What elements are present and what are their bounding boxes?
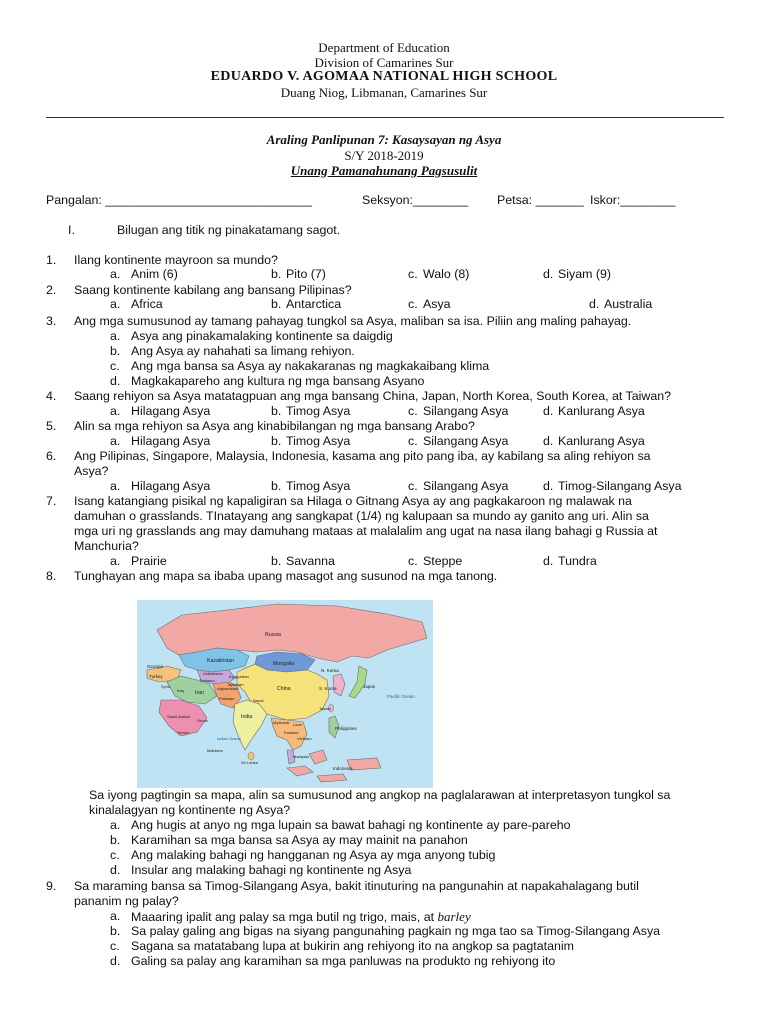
question-number: 6. bbox=[46, 449, 57, 463]
option-letter[interactable]: a. bbox=[110, 818, 121, 832]
label-kazakhstan: Kazakhstan bbox=[207, 658, 235, 664]
label-iran: Iran bbox=[195, 690, 204, 696]
option-letter[interactable]: a. bbox=[110, 554, 121, 568]
label-india: India bbox=[241, 714, 253, 720]
label-pacific-ocean: Pacific Ocean bbox=[387, 694, 415, 699]
asia-map bbox=[137, 600, 433, 788]
label-philippines: Philippines bbox=[335, 726, 357, 731]
dept-line: Department of Education bbox=[318, 40, 450, 55]
question-text: Alin sa mga rehiyon sa Asya ang kinabibilangan ng mga bansang Arabo? bbox=[74, 419, 475, 433]
label-laos: Laos bbox=[293, 722, 302, 727]
question-text: damuhan o grasslands. TInatayang ang sangkapat (1/4) ng kalupaan sa mundo ay ganito ang uri. Alin sa bbox=[74, 509, 649, 523]
option-text-main: Sagana sa matatabang lupa at bukirin ang rehiyong ito na angkop sa pagtatanim bbox=[131, 939, 574, 953]
option-text[interactable]: Ang malaking bahagi ng hangganan ng Asya ay mga anyong tubig bbox=[131, 848, 496, 862]
option-letter[interactable]: d. bbox=[543, 554, 554, 568]
option-letter[interactable]: b. bbox=[271, 404, 282, 418]
label-srilanka: Sri Lanka bbox=[241, 760, 258, 765]
option-letter[interactable]: c. bbox=[408, 404, 418, 418]
question-text: Saang rehiyon sa Asya matatagpuan ang mga bansang China, Japan, North Korea, South Korea, at Taiwan? bbox=[74, 389, 671, 403]
option-letter[interactable]: b. bbox=[271, 267, 282, 281]
option-text[interactable]: Silangang Asya bbox=[423, 404, 509, 418]
question-text: Sa iyong pagtingin sa mapa, alin sa sumusunod ang angkop na paglalarawan at interpretasyon tungkol sa bbox=[89, 788, 671, 802]
option-letter[interactable]: c. bbox=[408, 267, 418, 281]
option-letter[interactable]: c. bbox=[408, 297, 418, 311]
subject-title: Araling Panlipunan 7: Kasaysayan ng Asya bbox=[266, 132, 502, 147]
label-skorea: S. Korea bbox=[319, 686, 337, 691]
question-number: 4. bbox=[46, 389, 57, 403]
option-letter[interactable]: a. bbox=[110, 434, 121, 448]
option-letter[interactable]: c. bbox=[110, 359, 120, 373]
section-number: I. bbox=[68, 223, 75, 237]
option-text[interactable]: Timog Asya bbox=[286, 404, 351, 418]
option-text[interactable]: Kanlurang Asya bbox=[558, 434, 645, 448]
label-russia: Russia bbox=[265, 632, 281, 638]
option-text[interactable]: Ang hugis at anyo ng mga lupain sa bawat bahagi ng kontinente ay pare-pareho bbox=[131, 818, 571, 832]
question-text: Ang mga sumusunod ay tamang pahayag tungkol sa Asya, maliban sa isa. Piliin ang maling pahayag. bbox=[74, 314, 632, 328]
option-letter[interactable]: b. bbox=[110, 924, 121, 938]
label-pakistan: Pakistan bbox=[219, 696, 235, 701]
option-text[interactable] bbox=[131, 939, 574, 953]
question-text: Isang katangiang pisikal ng kapaligiran sa Hilaga o Gitnang Asya ay ang pagkakaroon ng malawak na bbox=[74, 494, 632, 508]
option-letter[interactable]: c. bbox=[408, 479, 418, 493]
label-indonesia: Indonesia bbox=[333, 766, 353, 771]
option-text[interactable]: Timog Asya bbox=[286, 434, 351, 448]
option-letter[interactable]: c. bbox=[408, 554, 418, 568]
question-text: Sa maraming bansa sa Timog-Silangang Asya, bakit itinuturing na pangunahin at napakahalagang butil bbox=[74, 879, 639, 893]
question-text: mga uri ng grasslands ang may damuhang mataas at malalalim ang ugat na nasa ilang bahagi g Russia at bbox=[74, 524, 658, 538]
label-myanmar: Myanmar bbox=[273, 720, 290, 725]
option-letter[interactable]: c. bbox=[110, 848, 120, 862]
option-letter[interactable]: b. bbox=[110, 344, 121, 358]
option-letter[interactable]: b. bbox=[271, 434, 282, 448]
option-letter[interactable]: a. bbox=[110, 404, 121, 418]
label-turkey: Turkey bbox=[149, 674, 163, 679]
name-field[interactable]: Pangalan: ______________________________ bbox=[46, 193, 312, 207]
label-thailand: Thailand bbox=[283, 730, 299, 735]
option-letter[interactable]: d. bbox=[543, 479, 554, 493]
option-letter[interactable]: b. bbox=[271, 297, 282, 311]
label-malaysia: Malaysia bbox=[293, 754, 309, 759]
option-text[interactable]: Kanlurang Asya bbox=[558, 404, 645, 418]
label-china: China bbox=[277, 686, 291, 692]
label-nkorea: N. Korea bbox=[321, 668, 339, 673]
label-maldives: Maldives bbox=[207, 748, 223, 753]
option-letter[interactable]: d. bbox=[589, 297, 600, 311]
label-japan: Japan bbox=[363, 684, 376, 689]
option-letter[interactable]: d. bbox=[543, 267, 554, 281]
question-number: 5. bbox=[46, 419, 57, 433]
question-number: 3. bbox=[46, 314, 57, 328]
exam-title: Unang Pamanahunang Pagsusulit bbox=[290, 163, 478, 178]
option-text[interactable]: Anim (6) bbox=[131, 267, 178, 281]
option-letter[interactable]: d. bbox=[543, 404, 554, 418]
option-letter[interactable]: a. bbox=[110, 479, 121, 493]
option-text[interactable]: Silangang Asya bbox=[423, 434, 509, 448]
label-afghanistan: Afghanistan bbox=[217, 686, 239, 691]
label-uzbekistan: Uzbekistan bbox=[203, 671, 223, 676]
option-text[interactable]: Pito (7) bbox=[286, 267, 326, 281]
label-indian-ocean: Indian Ocean bbox=[217, 736, 241, 741]
option-text[interactable]: Tundra bbox=[558, 554, 597, 568]
option-letter[interactable]: d. bbox=[543, 434, 554, 448]
option-text[interactable]: Hilagang Asya bbox=[131, 434, 211, 448]
label-tajikistan: Tajikistan bbox=[227, 682, 244, 687]
option-letter[interactable]: d. bbox=[110, 954, 121, 968]
option-text[interactable]: Africa bbox=[131, 297, 163, 311]
school-year: S/Y 2018-2019 bbox=[344, 148, 424, 163]
option-text[interactable]: Prairie bbox=[131, 554, 167, 568]
question-number: 2. bbox=[46, 283, 57, 297]
option-text[interactable]: Steppe bbox=[423, 554, 463, 568]
question-text: pananim ng palay? bbox=[74, 894, 179, 908]
question-number: 8. bbox=[46, 569, 57, 583]
option-text[interactable]: Ang mga bansa sa Asya ay nakakaranas ng magkakaibang klima bbox=[131, 359, 490, 373]
section-field[interactable]: Seksyon:________ bbox=[362, 193, 469, 207]
option-text[interactable]: Asya bbox=[423, 297, 451, 311]
option-letter[interactable]: a. bbox=[110, 267, 121, 281]
label-saudi: Saudi Arabia bbox=[167, 714, 190, 719]
option-text[interactable]: Silangang Asya bbox=[423, 479, 509, 493]
score-field[interactable]: Iskor:________ bbox=[590, 193, 676, 207]
school-address: Duang Niog, Libmanan, Camarines Sur bbox=[280, 85, 488, 100]
question-text: Saang kontinente kabilang ang bansang Pilipinas? bbox=[74, 283, 352, 297]
option-text[interactable]: Karamihan sa mga bansa sa Asya ay may mainit na panahon bbox=[131, 833, 468, 847]
option-letter[interactable]: b. bbox=[271, 479, 282, 493]
option-text-main: Sa palay galing ang bigas na siyang pangunahing pagkain ng mga tao sa Timog-Silangang Asya bbox=[131, 924, 661, 938]
option-text[interactable]: Timog Asya bbox=[286, 479, 351, 493]
label-nepal: Nepal bbox=[253, 698, 264, 703]
option-letter[interactable]: d. bbox=[110, 374, 121, 388]
division-line: Division of Camarines Sur bbox=[314, 55, 454, 70]
option-letter[interactable]: a. bbox=[110, 329, 121, 343]
option-italic-word: barley bbox=[437, 909, 471, 924]
section-instruction: Bilugan ang titik ng pinakatamang sagot. bbox=[117, 223, 341, 237]
question-text: Asya? bbox=[74, 464, 109, 478]
question-number: 9. bbox=[46, 879, 57, 893]
label-oman: Oman bbox=[197, 718, 208, 723]
question-text: Ang Pilipinas, Singapore, Malaysia, Indonesia, kasama ang pito pang iba, ay kabilang sa aling rehiyon sa bbox=[74, 449, 651, 463]
option-text[interactable]: Siyam (9) bbox=[558, 267, 612, 281]
option-letter[interactable]: a. bbox=[110, 297, 121, 311]
label-vietnam: Vietnam bbox=[297, 736, 312, 741]
date-field[interactable]: Petsa: _______ bbox=[497, 193, 584, 207]
option-text-main: Galing sa palay ang karamihan sa mga panluwas na produkto ng rehiyong ito bbox=[131, 954, 556, 968]
option-text[interactable]: Asya ang pinakamalaking kontinente sa daigdig bbox=[131, 329, 393, 343]
option-text[interactable] bbox=[131, 924, 660, 938]
label-taiwan: Taiwan bbox=[319, 707, 331, 711]
label-mongolia: Mongolia bbox=[273, 661, 295, 667]
option-text[interactable]: Magkakapareho ang kultura ng mga bansang Asyano bbox=[131, 374, 425, 388]
option-letter[interactable]: b. bbox=[110, 833, 121, 847]
option-text[interactable]: Hilagang Asya bbox=[131, 479, 211, 493]
option-letter[interactable]: c. bbox=[408, 434, 418, 448]
option-letter[interactable]: a. bbox=[110, 909, 121, 923]
option-text[interactable] bbox=[131, 954, 555, 968]
label-georgia: Georgia bbox=[147, 664, 164, 669]
question-text: Tunghayan ang mapa sa ibaba upang masagot ang susunod na mga tanong. bbox=[74, 569, 498, 583]
option-text[interactable]: Ang Asya ay nahahati sa limang rehiyon. bbox=[131, 344, 355, 358]
label-syria: Syria bbox=[161, 684, 171, 689]
option-letter[interactable]: b. bbox=[271, 554, 282, 568]
label-turkmenistan: Turkmen. bbox=[199, 678, 216, 683]
option-text[interactable] bbox=[131, 909, 471, 925]
option-text[interactable]: Walo (8) bbox=[423, 267, 470, 281]
label-kyrgyzstan: Kyrgyzstan bbox=[229, 674, 249, 679]
label-iraq: Iraq bbox=[177, 688, 184, 693]
option-text[interactable]: Timog-Silangang Asya bbox=[558, 479, 682, 493]
question-number: 7. bbox=[46, 494, 57, 508]
option-text[interactable]: Savanna bbox=[286, 554, 335, 568]
header-divider bbox=[46, 117, 724, 118]
option-text-main: Maaaring ipalit ang palay sa mga butil ng trigo, mais, at bbox=[131, 910, 438, 924]
option-text[interactable]: Antarctica bbox=[286, 297, 342, 311]
question-text: kinalalagyan ng kontinente ng Asya? bbox=[89, 803, 291, 817]
option-letter[interactable]: d. bbox=[110, 863, 121, 877]
school-name: EDUARDO V. AGOMAA NATIONAL HIGH SCHOOL bbox=[210, 69, 558, 84]
option-text[interactable]: Hilagang Asya bbox=[131, 404, 211, 418]
option-text[interactable]: Insular ang malaking bahagi ng kontinente ng Asya bbox=[131, 863, 412, 877]
question-number: 1. bbox=[46, 253, 57, 267]
question-text: Ilang kontinente mayroon sa mundo? bbox=[74, 253, 278, 267]
question-text: Manchuria? bbox=[74, 539, 139, 553]
label-yemen: Yemen bbox=[177, 730, 190, 735]
srilanka-shape bbox=[248, 752, 254, 760]
option-letter[interactable]: c. bbox=[110, 939, 120, 953]
option-text[interactable]: Australia bbox=[604, 297, 653, 311]
